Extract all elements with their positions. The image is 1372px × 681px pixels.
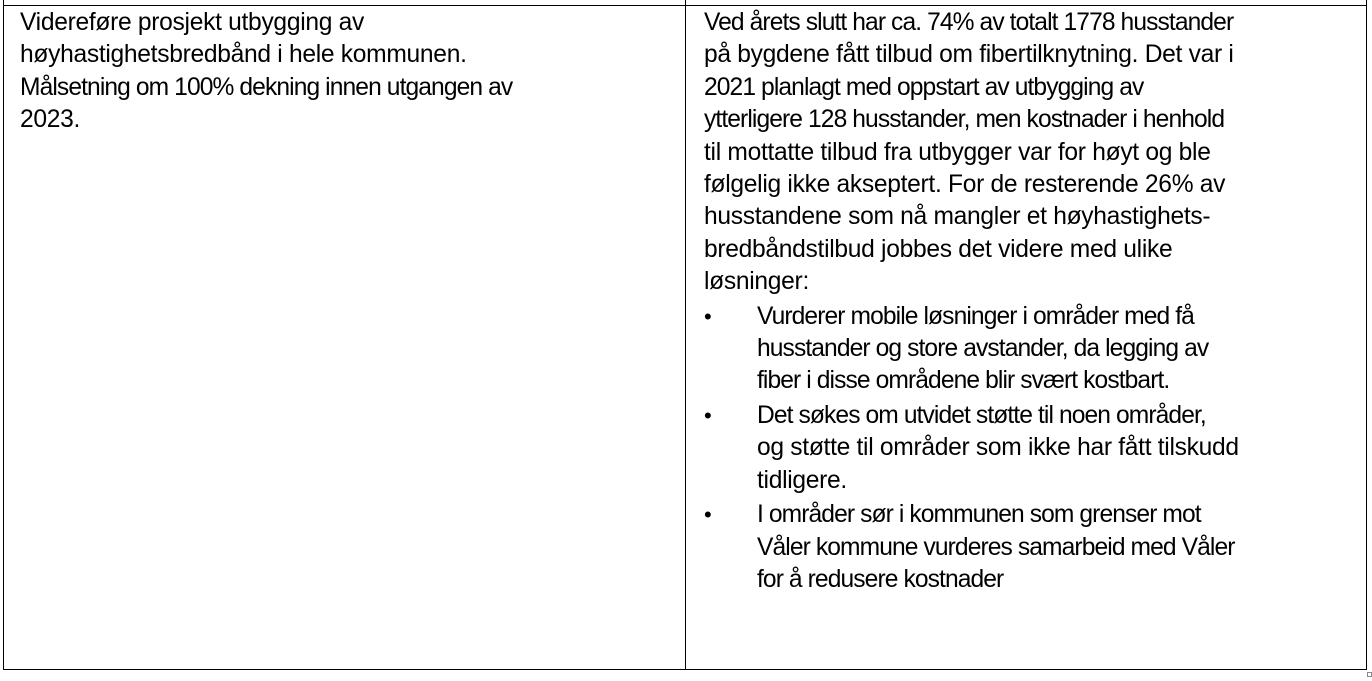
goal-line: Videreføre prosjekt utbygging av [20,9,365,36]
status-line: 2021 planlagt med oppstart av utbygging av [704,73,1144,101]
bullet-line: Det søkes om utvidet støtte til noen områder, [757,401,1206,429]
bullet-line: Vurderer mobile løsninger i områder med få [757,302,1194,330]
bullet-icon: • [704,502,712,528]
goal-line: 2023. [20,106,81,134]
goal-line: høyhastighetsbredbånd i hele kommunen. [20,41,467,69]
bullet-line: og støtte til områder som ikke har fått tilskudd [757,434,1239,462]
status-line: på bygdene fått tilbud om fibertilknytning. Det var i [704,41,1234,69]
bullet-line: for å redusere kostnader [757,565,1004,593]
status-cell [704,7,1354,596]
table-resize-handle[interactable] [1367,672,1372,677]
bullet-icon: • [704,303,712,329]
status-line: husstandene som nå mangler et høyhastighets- [704,203,1211,231]
status-line: Ved årets slutt har ca. 74% av totalt 1778 husstander [704,9,1234,36]
status-paragraph [704,7,1354,299]
bullet-icon: • [704,402,712,428]
measures-list [704,301,1354,597]
document-table [3,0,1367,670]
bullet-line: husstander og store avstander, da legging av [757,335,1209,363]
status-line: bredbåndstilbud jobbes det videre med ulike [704,235,1173,263]
bullet-line: fiber i disse områdene blir svært kostbart. [757,367,1170,395]
list-item [704,400,1354,497]
bullet-line: Våler kommune vurderes samarbeid med Våler [757,533,1235,561]
list-item [704,301,1354,398]
goal-line: Målsetning om 100% dekning innen utgangen av [20,73,513,101]
list-item [704,499,1354,596]
status-line: følgelig ikke akseptert. For de resterende 26% av [704,171,1226,199]
status-line: løsninger: [704,268,809,296]
column-divider [685,0,686,669]
status-line: ytterligere 128 husstander, men kostnader i henhold [704,106,1225,134]
bullet-line: tidligere. [757,466,847,494]
status-line: til mottatte tilbud fra utbygger var for høyt og ble [704,138,1211,166]
bullet-line: I områder sør i kommunen som grenser mot [757,501,1201,529]
goal-cell [20,7,670,137]
